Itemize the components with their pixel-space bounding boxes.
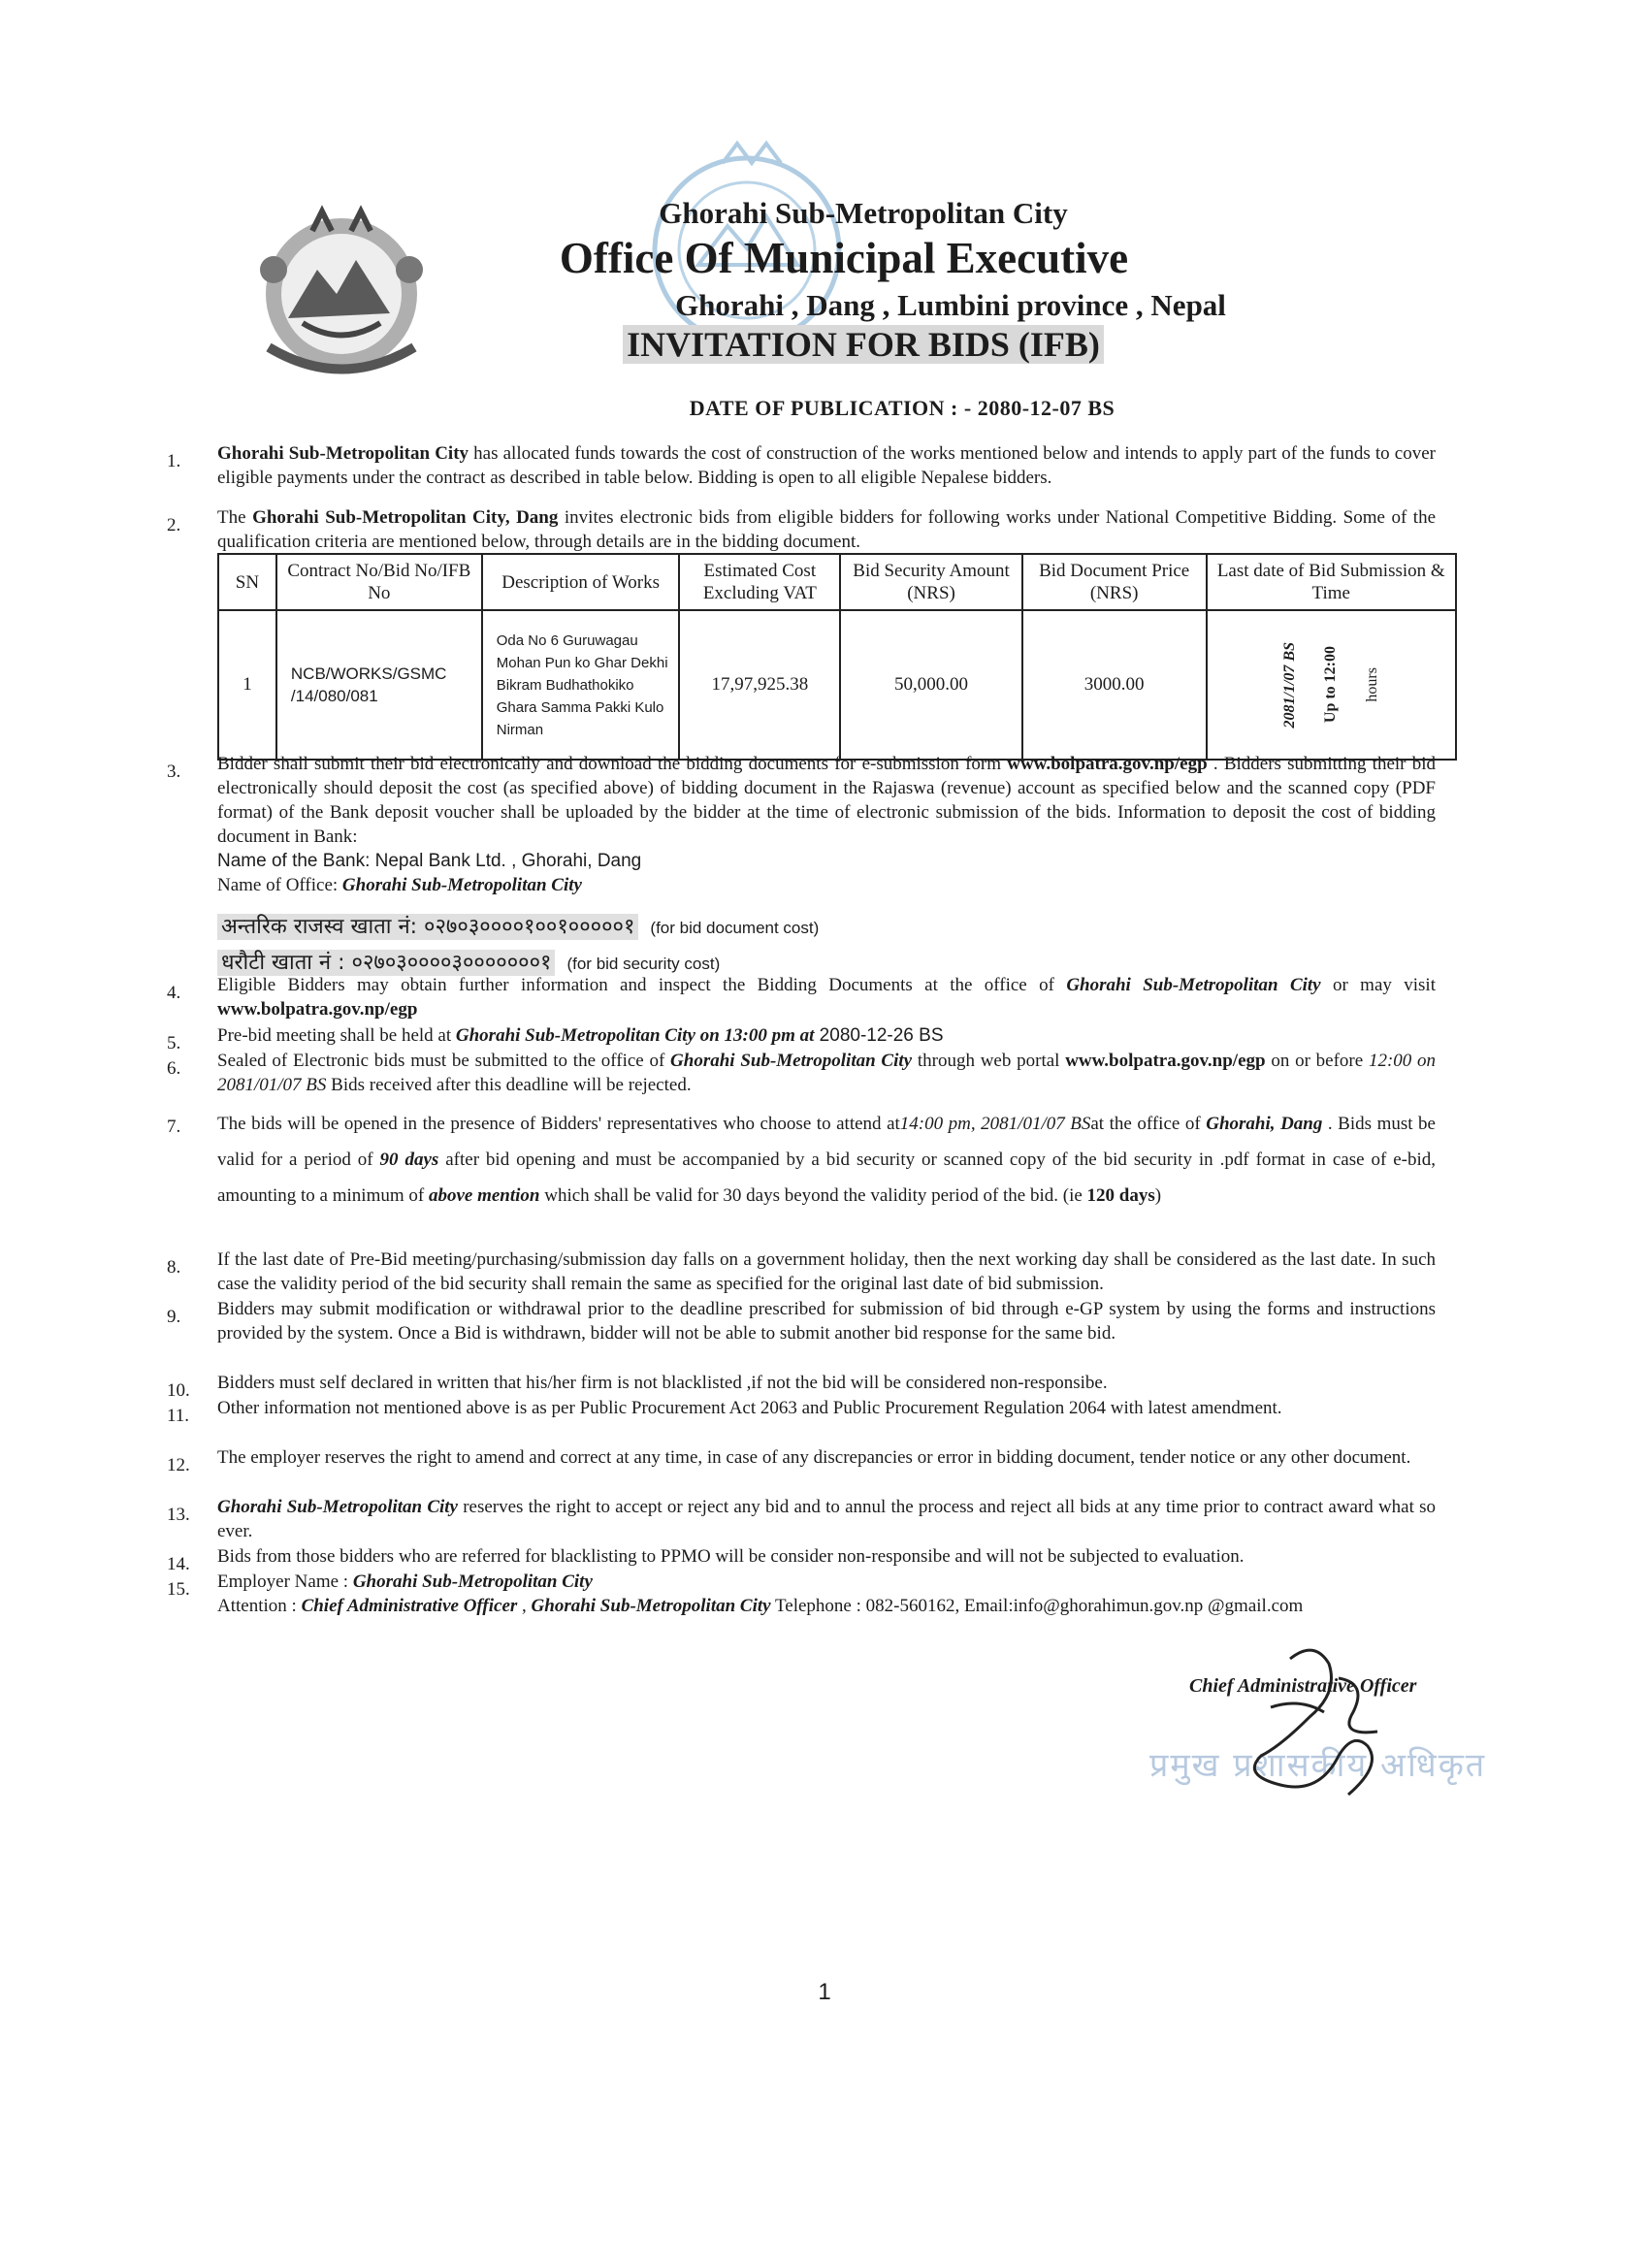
column-header: Contract No/Bid No/IFB No	[276, 554, 482, 610]
clause-7: The bids will be opened in the presence of Bidders' representatives who choose to attend at14:00 pm, 2081/01/07 BSat the office of Ghorahi, Dang . Bids must be valid for a period of 90 days after bid opening and must be accompanied by a bid security or scanned copy of the bid security in .pdf format in case of e-bid, amounting to a minimum of above mention which shall be valid for 30 days beyond the validity period of the bid. (ie 120 days)	[217, 1114, 1436, 1206]
last-date-text: 2081/1/07 BS	[1280, 641, 1298, 729]
clause-2: The Ghorahi Sub-Metropolitan City, Dang invites electronic bids from eligible bidders for following works under National Competitive Bidding. Some of the qualification criteria are mentioned below, through details are in the bidding document.	[217, 507, 1437, 552]
revenue-account: अन्तरिक राजस्व खाता नं: ०२७०३००००१००१०००००१	[217, 914, 638, 940]
item-number: 3.	[167, 761, 181, 782]
clause-5: Pre-bid meeting shall be held at Ghorahi Sub-Metropolitan City on 13:00 pm at 2080-12-26 BS	[217, 1025, 944, 1046]
handwritten-signature	[1145, 1639, 1474, 1824]
publication-date: DATE OF PUBLICATION : - 2080-12-07 BS	[689, 396, 1116, 420]
official-seal-text: प्रमुख प्रशासकीय अधिकृत	[1149, 1746, 1487, 1785]
cell-contract-no: NCB/WORKS/GSMC /14/080/081	[276, 610, 482, 760]
item-number: 6.	[167, 1058, 181, 1079]
cell-sn: 1	[218, 610, 276, 760]
cell-last-date	[1207, 610, 1457, 760]
clause-9: Bidders may submit modification or withdrawal prior to the deadline prescribed for submission of bid through e-GP system by using the forms and instructions provided by the system. Once a Bid is withdrawn, bidder will not be able to submit another bid response for the same bid.	[217, 1299, 1436, 1344]
clause-15: Employer Name : Ghorahi Sub-Metropolitan City Attention : Chief Administrative Officer , Ghorahi Sub-Metropolitan City Telephone : 082-560162, Email:info@ghorahimun.gov.np @gmail.com	[217, 1571, 1304, 1616]
item-number: 8.	[167, 1257, 181, 1278]
item-number: 14.	[167, 1554, 190, 1574]
office-title: Office Of Municipal Executive	[559, 234, 1129, 282]
item-number: 15.	[167, 1579, 190, 1600]
clause-14: Bids from those bidders who are referred for blacklisting to PPMO will be consider non-responsibe and will not be subjected to evaluation.	[217, 1546, 1245, 1567]
notice-title: INVITATION FOR BIDS (IFB)	[0, 324, 1649, 365]
item-number: 7.	[167, 1117, 181, 1137]
clause-6: Sealed of Electronic bids must be submitted to the office of Ghorahi Sub-Metropolitan City through web portal www.bolpatra.gov.np/egp on or before 12:00 on 2081/01/07 BS Bids received after this deadline will be rejected.	[217, 1051, 1437, 1095]
city-name: Ghorahi Sub-Metropolitan City	[659, 196, 1068, 230]
column-header: Bid Security Amount (NRS)	[840, 554, 1022, 610]
column-header: Last date of Bid Submission & Time	[1207, 554, 1457, 610]
item-number: 2.	[167, 515, 181, 535]
item-number: 11.	[167, 1406, 190, 1426]
clause-8: If the last date of Pre-Bid meeting/purchasing/submission day falls on a government holiday, then the next working day shall be considered as the last date. In such case the validity period of the bid security shall remain the same as specified for the original last date of bid submission.	[217, 1249, 1436, 1294]
clause-4: Eligible Bidders may obtain further information and inspect the Bidding Documents at the office of Ghorahi Sub-Metropolitan City or may visit www.bolpatra.gov.np/egp	[217, 975, 1436, 1020]
table-row	[218, 610, 1456, 760]
cell-description: Oda No 6 Guruwagau Mohan Pun ko Ghar Dekhi Bikram Budhathokiko Ghara Samma Pakki Kulo Nirman	[482, 610, 680, 760]
clause-1: Ghorahi Sub-Metropolitan City has allocated funds towards the cost of construction of the works mentioned below and intends to apply part of the funds to cover eligible payments under the contract as described in table below. Bidding is open to all eligible Nepalese bidders.	[217, 443, 1437, 488]
account-lines: अन्तरिक राजस्व खाता नं: ०२७०३००००१००१०००००१ (for bid document cost) धरौटी खाता नं : ०२७०३००००३०००००००१ (for bid security cost)	[217, 910, 1436, 982]
item-number: 12.	[167, 1455, 190, 1475]
signatory-title: Chief Administrative Officer	[1189, 1675, 1417, 1697]
cell-doc-price: 3000.00	[1022, 610, 1207, 760]
item-number: 13.	[167, 1505, 190, 1525]
item-number: 10.	[167, 1380, 190, 1401]
clause-13: Ghorahi Sub-Metropolitan City reserves the right to accept or reject any bid and to annul the process and reject all bids at any time prior to contract award what so ever.	[217, 1497, 1436, 1541]
security-account: धरौटी खाता नं : ०२७०३००००३०००००००१	[217, 950, 555, 976]
page-number: 1	[818, 1979, 831, 2005]
time-text: Up to 12:00	[1322, 646, 1340, 724]
item-number: 5.	[167, 1033, 181, 1053]
clause-10: Bidders must self declared in written that his/her firm is not blacklisted ,if not the bid will be considered non-responsibe.	[217, 1373, 1108, 1393]
bid-table	[217, 553, 1457, 761]
hours-text: hours	[1364, 667, 1380, 702]
column-header: Estimated Cost Excluding VAT	[679, 554, 840, 610]
item-number: 1.	[167, 451, 181, 471]
clause-12: The employer reserves the right to amend and correct at any time, in case of any discrepancies or error in bidding document, tender notice or any other document.	[217, 1447, 1411, 1468]
cell-estimated-cost: 17,97,925.38	[679, 610, 840, 760]
item-number: 4.	[167, 983, 181, 1003]
column-header: Description of Works	[482, 554, 680, 610]
cell-bid-security: 50,000.00	[840, 610, 1022, 760]
item-number: 9.	[167, 1307, 181, 1327]
table-header-row	[218, 554, 1456, 610]
column-header: SN	[218, 554, 276, 610]
clause-3: Bidder shall submit their bid electronically and download the bidding documents for e-submission form www.bolpatra.gov.np/egp . Bidders submitting their bid electronically should deposit the cost (as specified above) of bidding document in the Rajaswa (revenue) account as specified below and the scanned copy (PDF format) of the Bank deposit voucher shall be uploaded by the bidder at the time of electronic submission of the bids. Information to deposit the cost of bidding document in Bank: Name of the Bank: Nepal Bank Ltd. , Ghorahi, Dang Name of Office: Ghorahi Sub-Metropolitan City	[217, 754, 1436, 895]
column-header: Bid Document Price (NRS)	[1022, 554, 1207, 610]
office-address: Ghorahi , Dang , Lumbini province , Nepal	[675, 288, 1226, 322]
clause-11: Other information not mentioned above is as per Public Procurement Act 2063 and Public Procurement Regulation 2064 with latest amendment.	[217, 1398, 1282, 1418]
